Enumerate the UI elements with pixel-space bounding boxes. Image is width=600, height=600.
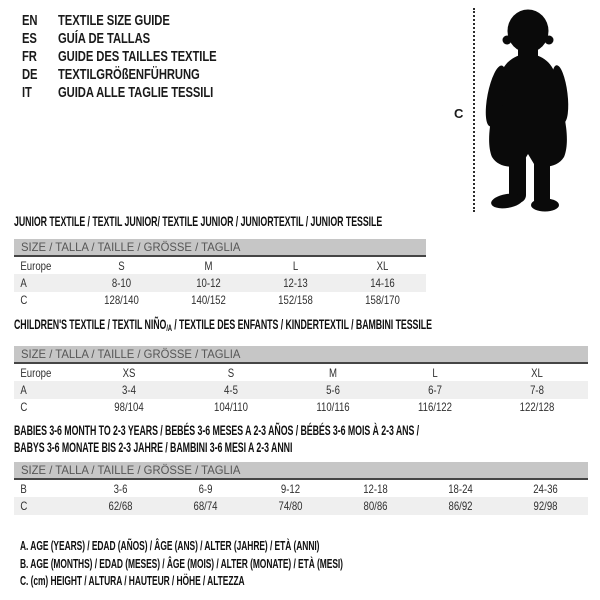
title-subscript: /A xyxy=(166,323,172,333)
babies-table-title-line2: BABYS 3-6 MONATE BIS 2-3 JAHRE / BAMBINI 3-6 MESI A 2-3 ANNI xyxy=(14,439,293,455)
measurement-notes xyxy=(20,537,517,590)
table-cell: M xyxy=(329,365,337,380)
table-cell: 74/80 xyxy=(278,498,303,513)
table-cell: 3-6 xyxy=(113,481,128,496)
table-cell: 152/158 xyxy=(278,293,313,308)
table-row xyxy=(14,399,588,416)
language-row xyxy=(22,84,269,102)
table-cell: 6-7 xyxy=(428,382,442,397)
table-cell: 128/140 xyxy=(104,293,139,308)
baby-silhouette-icon xyxy=(483,8,575,212)
table-cell: 3-4 xyxy=(122,382,136,397)
table-cell: 80/86 xyxy=(363,498,388,513)
table-cell: 12-18 xyxy=(363,481,388,496)
table-cell: XS xyxy=(122,365,136,380)
table-cell: 104/110 xyxy=(214,400,248,415)
height-dotted-line xyxy=(473,8,475,212)
table-cell: 140/152 xyxy=(191,293,226,308)
language-title: TEXTILE SIZE GUIDE xyxy=(58,12,170,29)
children-table-title: CHILDREN'S TEXTILE / TEXTIL $NIÑO_{/A}$ / TEXTILE DES ENFANTS / KINDERTEXTIL / BAMBINI TESSILE xyxy=(14,316,432,333)
table-cell: M xyxy=(204,258,213,273)
language-title: GUIDA ALLE TAGLIE TESSILI xyxy=(58,84,214,101)
table-row xyxy=(14,381,588,398)
language-code: DE xyxy=(22,66,38,83)
table-cell: 68/74 xyxy=(193,498,218,513)
language-title-block xyxy=(22,12,269,102)
babies-size-table xyxy=(14,462,588,515)
table-cell: 9-12 xyxy=(280,481,301,496)
table-cell: 18-24 xyxy=(448,481,473,496)
language-title: TEXTILGRÖßENFÜHRUNG xyxy=(58,66,200,83)
table-cell: XL xyxy=(531,365,543,380)
table-cell: L xyxy=(292,258,299,273)
row-label: B xyxy=(20,481,27,496)
table-row xyxy=(14,292,426,309)
table-cell: 86/92 xyxy=(448,498,473,513)
table-cell: 92/98 xyxy=(533,498,558,513)
note-height-cm: C. (cm) HEIGHT / ALTURA / HAUTEUR / HÖHE / ALTEZZA xyxy=(20,573,245,588)
baby-height-figure xyxy=(450,6,598,218)
language-code: FR xyxy=(22,48,37,65)
row-label: Europe xyxy=(20,365,52,380)
table-cell: 12-13 xyxy=(283,275,308,290)
table-cell: 122/128 xyxy=(519,400,555,415)
table-cell: 7-8 xyxy=(530,382,544,397)
language-row xyxy=(22,48,269,66)
babies-table-title-line1: BABIES 3-6 MONTH TO 2-3 YEARS / BEBÉS 3-6 MESES A 2-3 AÑOS / BÉBÉS 3-6 MOIS À 2-3 ANS / xyxy=(14,422,420,438)
language-row xyxy=(22,30,269,48)
junior-size-table xyxy=(14,239,426,309)
height-measure-label: C xyxy=(454,106,464,121)
table-row xyxy=(14,364,588,381)
row-label: A xyxy=(20,275,27,290)
table-row xyxy=(14,480,588,497)
children-table-rows xyxy=(14,364,588,416)
note-age-months: B. AGE (MONTHS) / EDAD (MESES) / ÂGE (MOIS) / ALTER (MONATE) / ETÀ (MESI) xyxy=(20,555,343,571)
table-cell: L xyxy=(432,365,438,380)
language-code: EN xyxy=(22,12,38,29)
table-cell: 110/116 xyxy=(316,400,350,415)
table-cell: 10-12 xyxy=(196,275,221,290)
size-header-bar: SIZE / TALLA / TAILLE / GRÖSSE / TAGLIA xyxy=(14,346,588,364)
row-label: C xyxy=(20,293,28,308)
table-cell: 62/68 xyxy=(108,498,133,513)
table-cell: XL xyxy=(376,258,389,273)
row-label: C xyxy=(20,400,28,415)
junior-table-rows xyxy=(14,257,426,309)
size-header-bar: SIZE / TALLA / TAILLE / GRÖSSE / TAGLIA xyxy=(14,462,588,480)
babies-table-rows xyxy=(14,480,588,515)
junior-table-title: JUNIOR TEXTILE / TEXTIL JUNIOR/ TEXTILE JUNIOR / JUNIORTEXTIL / JUNIOR TESSILE xyxy=(14,213,383,229)
language-title: GUIDE DES TAILLES TEXTILE xyxy=(58,48,217,65)
table-row xyxy=(14,497,588,514)
table-cell: 24-36 xyxy=(533,481,558,496)
children-size-table xyxy=(14,346,588,416)
table-cell: 158/170 xyxy=(365,293,400,308)
table-cell: 14-16 xyxy=(370,275,395,290)
row-label: C xyxy=(20,498,28,513)
table-cell: 8-10 xyxy=(111,275,132,290)
table-cell: 6-9 xyxy=(198,481,213,496)
language-title: GUÍA DE TALLAS xyxy=(58,30,151,47)
size-header-bar: SIZE / TALLA / TAILLE / GRÖSSE / TAGLIA xyxy=(14,239,426,257)
language-code: IT xyxy=(22,84,32,101)
table-cell: S xyxy=(227,365,235,380)
row-label: A xyxy=(20,382,27,397)
language-code: ES xyxy=(22,30,37,47)
table-cell: S xyxy=(118,258,125,273)
table-row xyxy=(14,274,426,291)
row-label: Europe xyxy=(20,258,52,273)
note-age-years: A. AGE (YEARS) / EDAD (AÑOS) / ÂGE (ANS) / ALTER (JAHRE) / ETÀ (ANNI) xyxy=(20,538,320,553)
language-row xyxy=(22,66,269,84)
table-row xyxy=(14,257,426,274)
table-cell: 5-6 xyxy=(326,382,340,397)
language-row xyxy=(22,12,269,30)
table-cell: 116/122 xyxy=(418,400,452,415)
table-cell: 98/104 xyxy=(114,400,144,415)
table-cell: 4-5 xyxy=(224,382,238,397)
